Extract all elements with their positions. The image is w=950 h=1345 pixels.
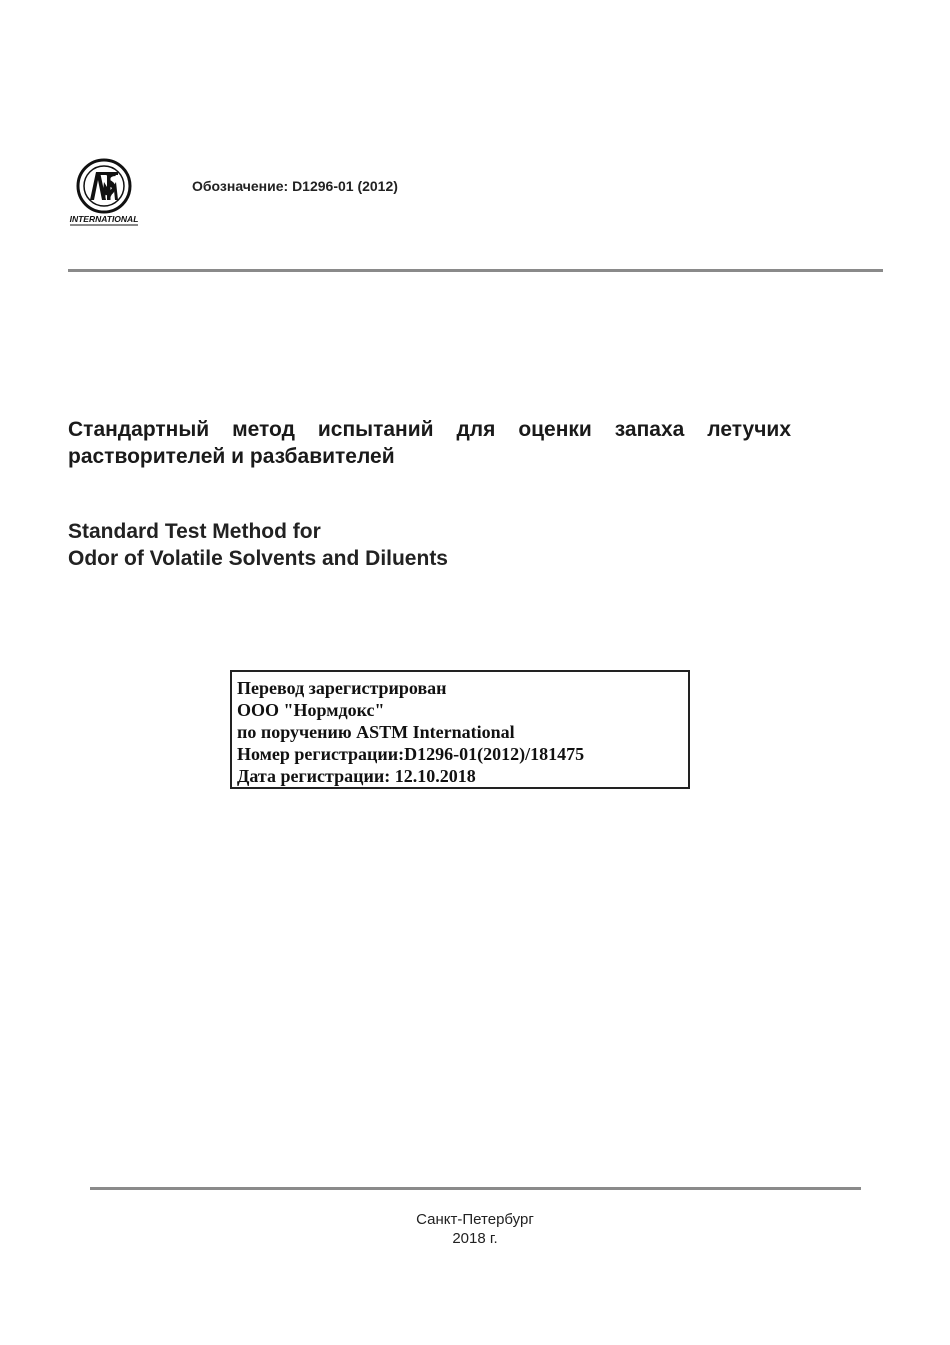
astm-logo bbox=[66, 158, 144, 228]
footer bbox=[0, 1210, 950, 1248]
footer-year: 2018 г. bbox=[452, 1230, 498, 1247]
top-divider bbox=[68, 269, 883, 272]
registration-line-1: Перевод зарегистрирован bbox=[237, 678, 447, 698]
title-russian: Стандартный метод испытаний для оценки запаха летучих растворителей и разбавителей bbox=[68, 418, 791, 468]
registration-line-3: по поручению ASTM International bbox=[237, 722, 515, 742]
registration-date: Дата регистрации: 12.10.2018 bbox=[237, 766, 476, 786]
title-english bbox=[68, 518, 448, 572]
astm-logo-icon bbox=[66, 158, 144, 228]
footer-city: Санкт-Петербург bbox=[416, 1211, 534, 1228]
document-designation: Обозначение: D1296-01 (2012) bbox=[192, 178, 398, 194]
registration-number: Номер регистрации:D1296-01(2012)/181475 bbox=[237, 744, 585, 764]
registration-box bbox=[230, 670, 690, 789]
title-english-line-2: Odor of Volatile Solvents and Diluents bbox=[68, 547, 448, 570]
title-english-line-1: Standard Test Method for bbox=[68, 520, 321, 543]
logo-subtext: INTERNATIONAL bbox=[69, 214, 139, 224]
registration-line-2: ООО "Нормдокс" bbox=[237, 700, 385, 720]
bottom-divider bbox=[90, 1187, 861, 1190]
